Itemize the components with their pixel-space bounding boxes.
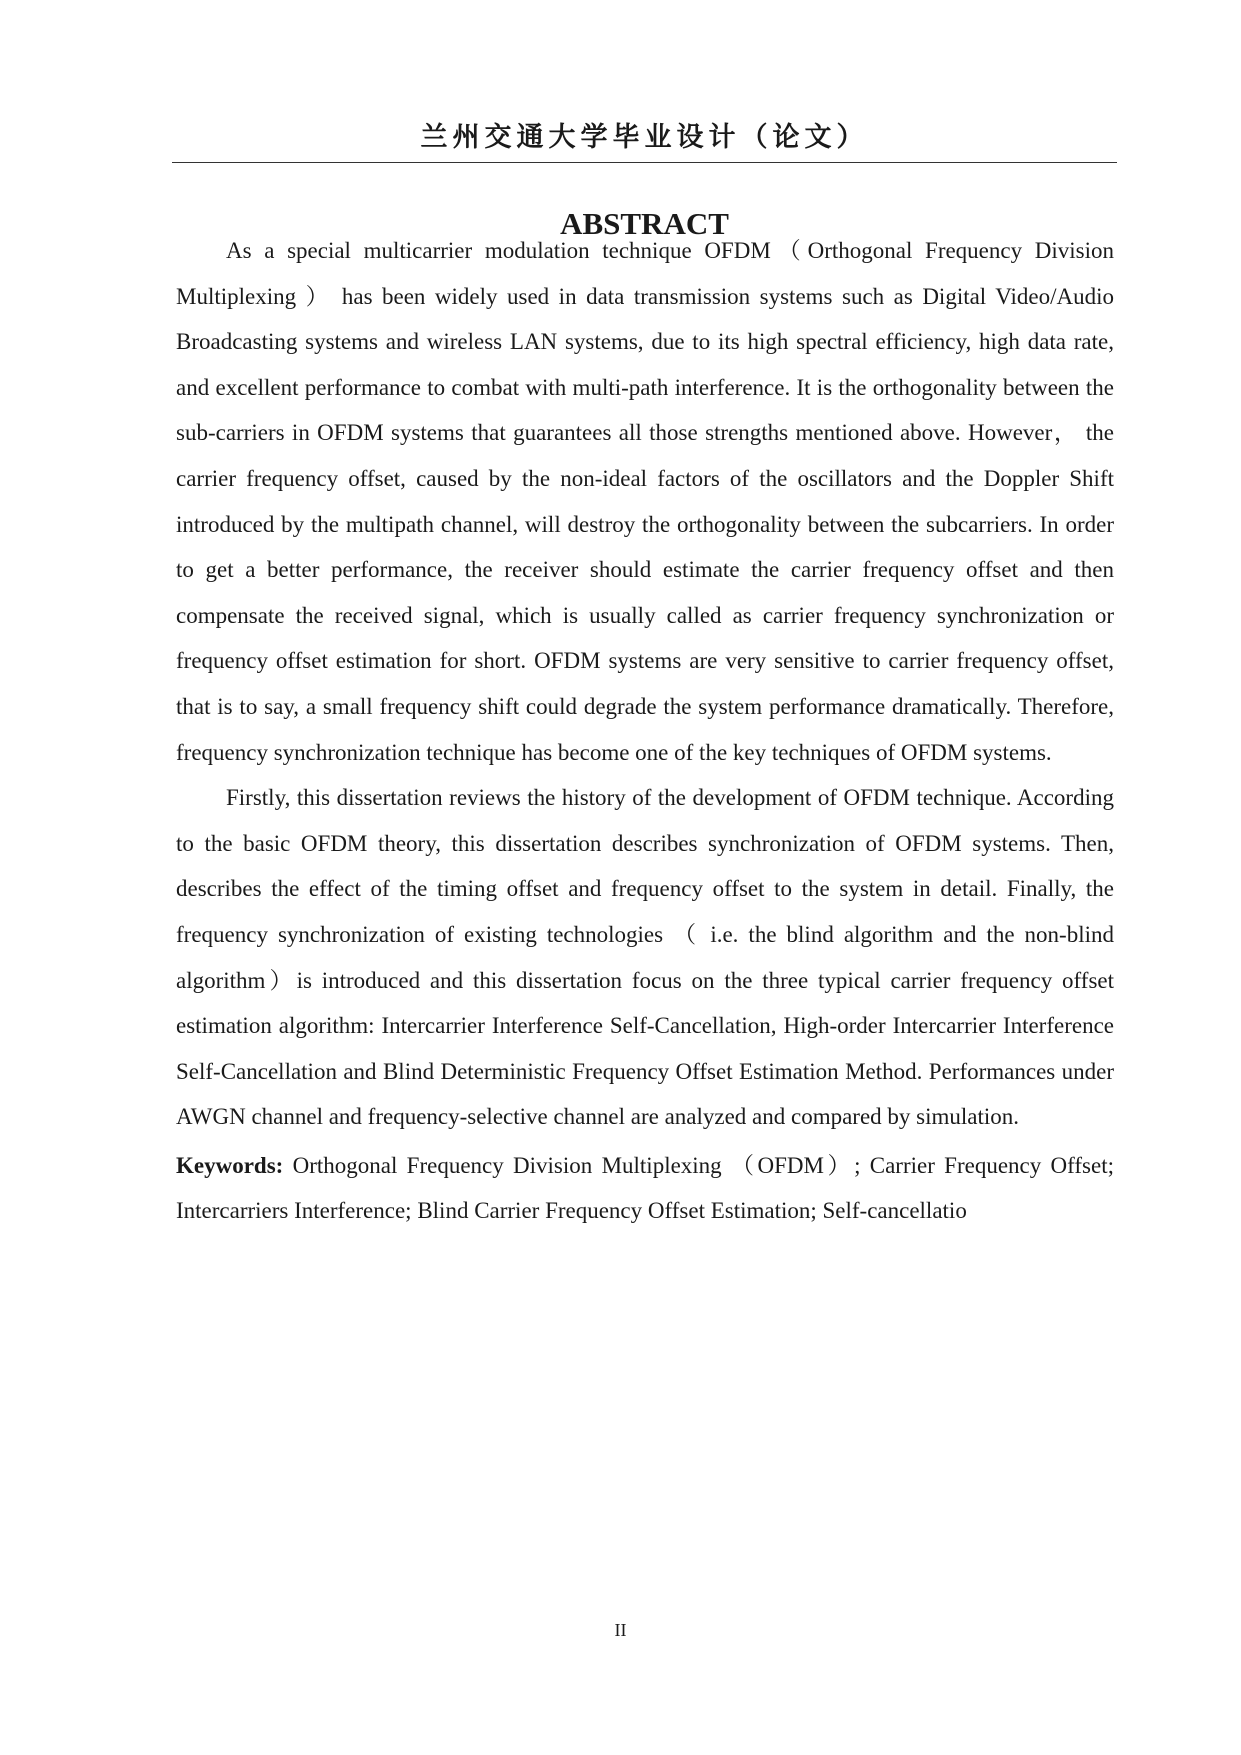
abstract-paragraph-2: Firstly, this dissertation reviews the history of the development of OFDM technique. According to the basic OFDM theory, this dissertation describes synchronization of OFDM systems. Then, describes the effect of the timing offset and frequency offset to the system in detail. Finally, the frequency synchronization of existing technologies （ i.e. the blind algorithm and the non-blind algorithm）is introduced and this dissertation focus on the three typical carrier frequency offset estimation algorithm: Intercarrier Interference Self-Cancellation, High-order Intercarrier Interference Self-Cancellation and Blind Deterministic Frequency Offset Estimation Method. Performances under AWGN channel and frequency-selective channel are analyzed and compared by simulation.: [176, 785, 1114, 1130]
header-rule: [172, 162, 1117, 163]
keywords-text: Orthogonal Frequency Division Multiplexing （OFDM）; Carrier Frequency Offset; Intercarriers Interference; Blind Carrier Frequency Offset Estimation; Self-cancellatio: [176, 1152, 1114, 1224]
keywords-line: [176, 1143, 1114, 1234]
abstract-title: ABSTRACT: [560, 205, 729, 241]
page-number: II: [614, 1620, 627, 1640]
abstract-body: [176, 228, 1114, 1234]
abstract-paragraph-1: As a special multicarrier modulation technique OFDM（Orthogonal Frequency Division Multiplexing ） has been widely used in data transmission systems such as Digital Video/Audio Broadcasting systems and wireless LAN systems, due to its high spectral efficiency, high data rate, and excellent performance to combat with multi-path interference. It is the orthogonality between the sub-carriers in OFDM systems that guarantees all those strengths mentioned above. However， the carrier frequency offset, caused by the non-ideal factors of the oscillators and the Doppler Shift introduced by the multipath channel, will destroy the orthogonality between the subcarriers. In order to get a better performance, the receiver should estimate the carrier frequency offset and then compensate the received signal, which is usually called as carrier frequency synchronization or frequency offset estimation for short. OFDM systems are very sensitive to carrier frequency offset, that is to say, a small frequency shift could degrade the system performance dramatically. Therefore, frequency synchronization technique has become one of the key techniques of OFDM systems.: [176, 238, 1114, 765]
running-header: 兰州交通大学毕业设计（论文）: [420, 122, 869, 153]
keywords-label: Keywords:: [176, 1152, 284, 1178]
